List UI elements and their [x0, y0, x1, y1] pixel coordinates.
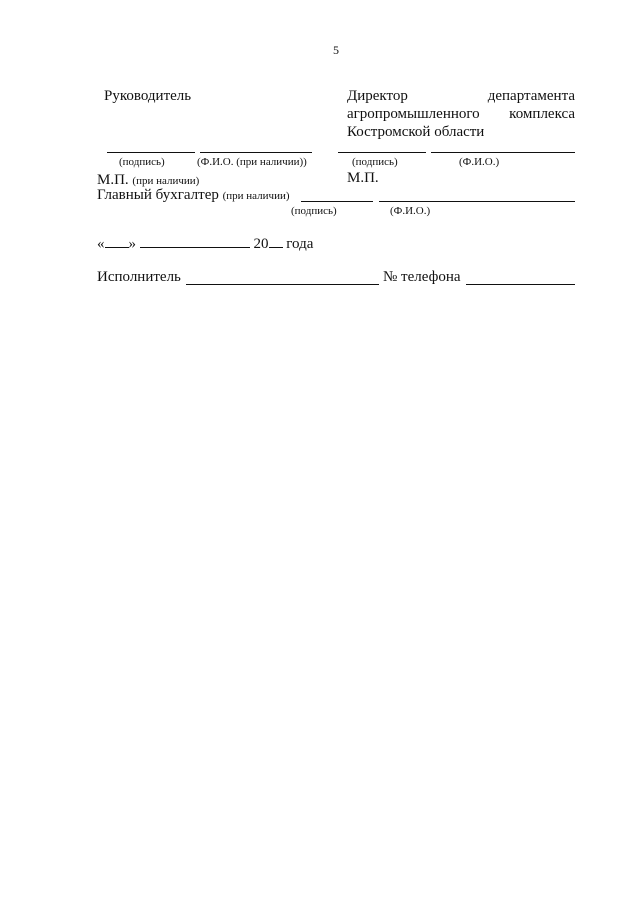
- head-title: Руководитель: [104, 88, 192, 104]
- year-blank: [269, 234, 283, 248]
- phone-label: № телефона: [383, 269, 461, 285]
- year-prefix: 20: [253, 236, 269, 252]
- director-title-line: агропромышленного комплекса: [347, 106, 575, 122]
- date-open-quote: «: [97, 236, 105, 252]
- accountant-fio-line: [379, 201, 575, 202]
- accountant-fio-caption: (Ф.И.О.): [390, 205, 431, 217]
- performer-label: Исполнитель: [97, 269, 181, 285]
- accountant-label: [97, 186, 290, 204]
- stamp-note: (при наличии): [132, 175, 200, 187]
- phone-line: [466, 284, 575, 285]
- month-blank: [140, 234, 250, 248]
- director-fio-line: [431, 152, 575, 153]
- director-fio-caption: (Ф.И.О.): [459, 156, 500, 168]
- date-suffix: года: [286, 236, 314, 252]
- director-title: [347, 87, 575, 141]
- director-signature-line: [338, 152, 426, 153]
- head-signature-caption: (подпись): [119, 156, 165, 168]
- date-close-quote: »: [128, 236, 136, 252]
- head-signature-line: [107, 152, 195, 153]
- accountant-signature-caption: (подпись): [291, 205, 337, 217]
- stamp-label: М.П.: [97, 172, 129, 188]
- director-signature-caption: (подпись): [352, 156, 398, 168]
- head-fio-caption: (Ф.И.О. (при наличии)): [197, 156, 307, 168]
- date-line: [97, 234, 313, 253]
- day-blank: [105, 234, 129, 248]
- director-title-line: Директор департамента: [347, 88, 575, 104]
- accountant-title: Главный бухгалтер: [97, 187, 219, 203]
- page-number: 5: [333, 43, 339, 57]
- director-title-line: Костромской области: [347, 124, 485, 140]
- accountant-signature-line: [301, 201, 373, 202]
- performer-line: [186, 284, 379, 285]
- director-stamp-place: М.П.: [347, 170, 379, 186]
- accountant-note: (при наличии): [222, 190, 290, 202]
- head-fio-line: [200, 152, 312, 153]
